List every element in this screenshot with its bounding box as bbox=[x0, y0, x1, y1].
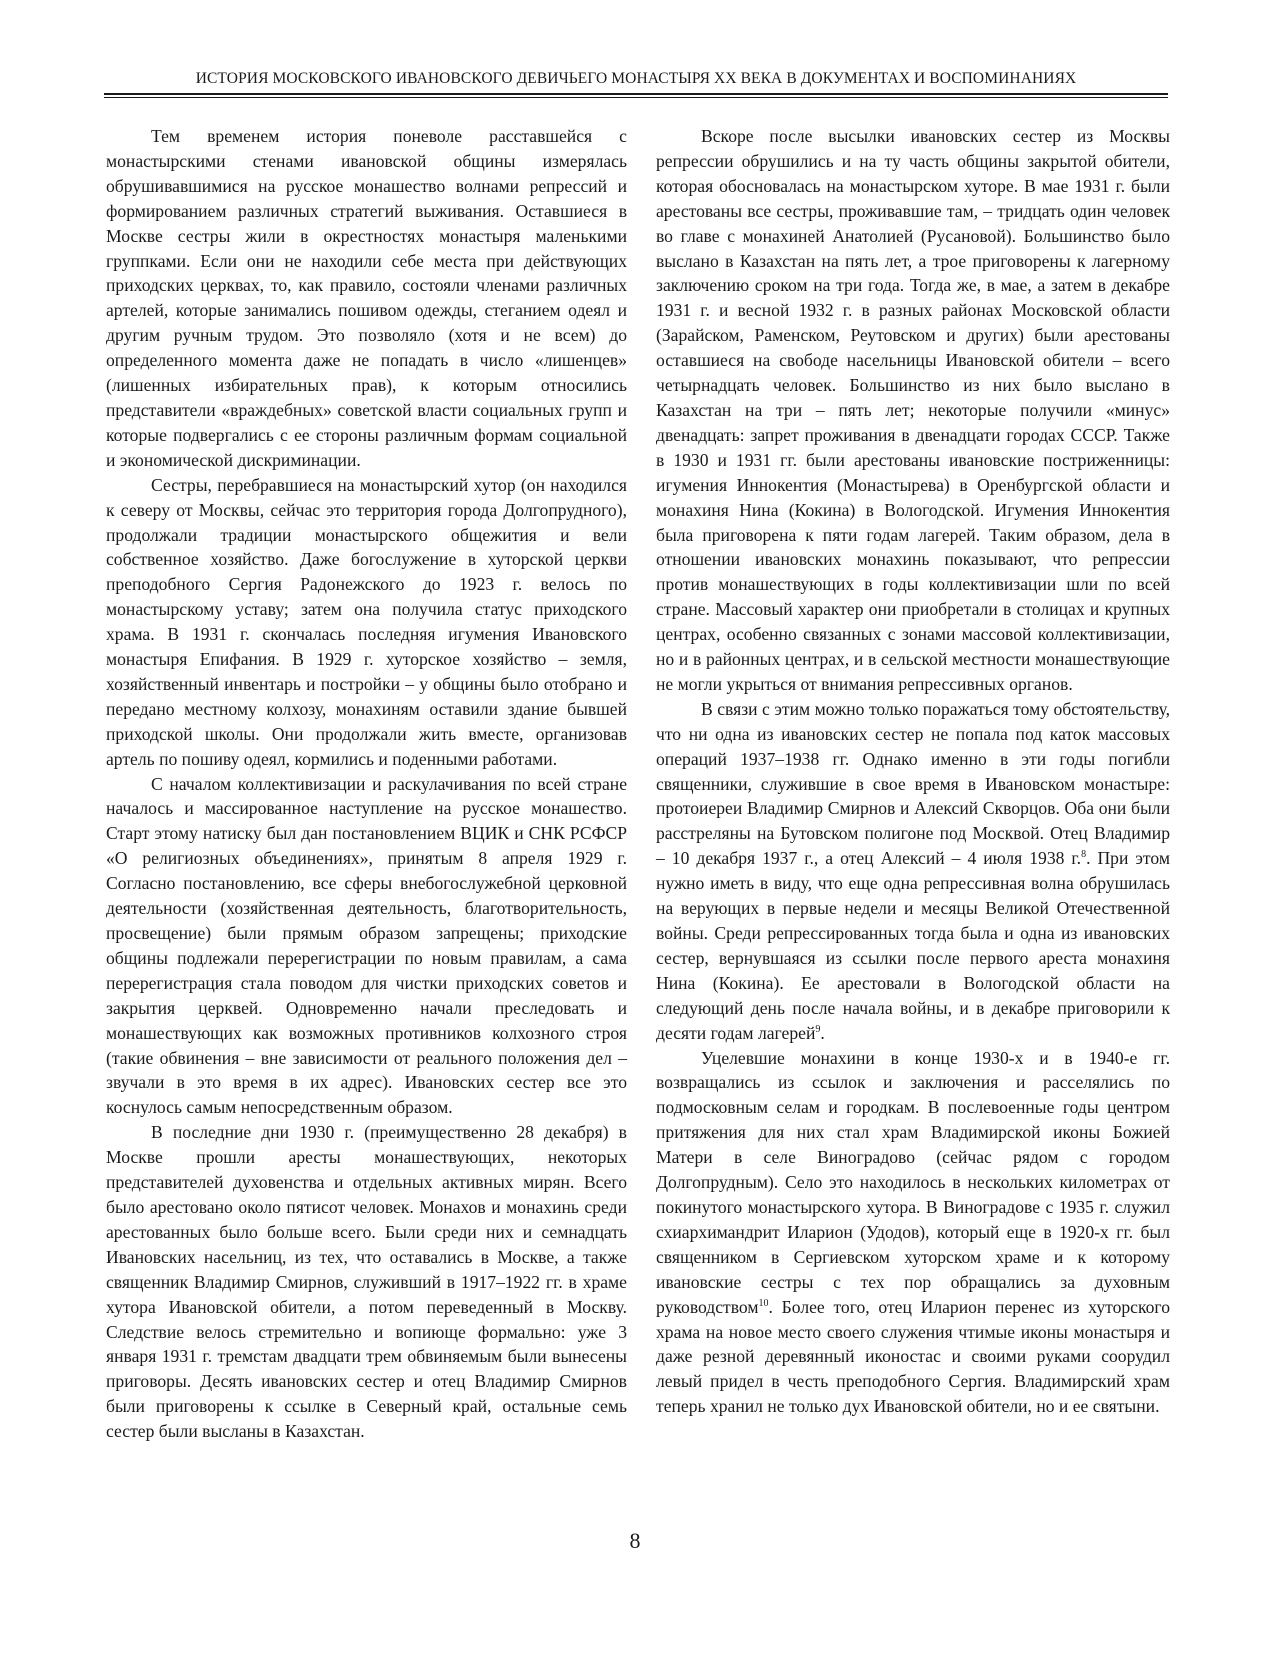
paragraph-text: Уцелевшие монахини в конце 1930-х и в 1940-е гг. возвращались из ссылок и заключения и расселялись по подмосковным селам и городкам. В послевоенные годы центром притяжения для них стал храм Владимирской иконы Божией Матери в селе Виноградово (сейчас рядом с городом Долгопрудным). Село это находилось в нескольких километрах от покинутого монастырского хутора. В Виноградове с 1935 г. служил схиархимандрит Иларион (Удодов), который еще в 1920-х гг. был священником в Сергиевском хуторском храме и к которому ивановские сестры с тех пор обращались за духовным руководством bbox=[656, 1047, 1170, 1317]
paragraph bbox=[656, 697, 1170, 1046]
footnote-marker: 10 bbox=[758, 1297, 769, 1309]
paragraph-text: . bbox=[820, 1022, 825, 1043]
paragraph: Тем временем история поневоле расставшейся с монастырскими стенами ивановской общины измерялась обрушивавшимися на русское монашество волнами репрессий и формированием различных стратегий выживания. Оставшиеся в Москве сестры жили в окрестностях монастыря маленькими группками. Если они не находили себе места при действующих приходских церквах, то, как правило, состояли членами различных артелей, которые занимались пошивом одежды, стеганием одеял и другим ручным трудом. Это позволяло (хотя и не всем) до определенного момента даже не попадать в число «лишенцев» (лишенных избирательных прав), к которым относились представители «враждебных» советской власти социальных групп и которые подвергались с ее стороны различным формам социальной и экономической дискриминации. bbox=[106, 126, 627, 470]
right-column bbox=[656, 124, 1170, 1419]
footnote-marker: 9 bbox=[815, 1023, 821, 1035]
header-rule-thin bbox=[104, 97, 1168, 98]
paragraph: Вскоре после высылки ивановских сестер из Москвы репрессии обрушились и на ту часть общины закрытой обители, которая обосновалась на монастырском хуторе. В мае 1931 г. были арестованы все сестры, проживавшие там, – тридцать один человек во главе с монахиней Анатолией (Русановой). Большинство было выслано в Казахстан на пять лет, а трое приговорены к лагерному заключению сроком на три года. Тогда же, в мае, а затем в декабре 1931 г. и весной 1932 г. в разных районах Московской области (Зарайском, Раменском, Реутовском и других) были арестованы оставшиеся на свободе насельницы Ивановской обители – всего четырнадцать человек. Большинство из них было выслано в Казахстан на три – пять лет; некоторые получили «минус» двенадцать: запрет проживания в двенадцати городах СССР. Также в 1930 и 1931 гг. были арестованы ивановские постриженницы: игумения Иннокентия (Монастырева) в Оренбургской области и монахиня Нина (Кокина) в Вологодской. Игумения Иннокентия была приговорена к пяти годам лагерей. Таким образом, дела в отношении ивановских монахинь показывают, что репрессии против монашествующих в годы коллективизации шли по всей стране. Массовый характер они приобретали в столицах и крупных центрах, особенно связанных с зонами массовой коллективизации, но и в районных центрах, и в сельской местности монашествующие не могли укрыться от внимания репрессивных органов. bbox=[656, 126, 1170, 694]
paragraph: В последние дни 1930 г. (преимущественно 28 декабря) в Москве прошли аресты монашествующих, некоторых представителей духовенства и отдельных активных мирян. Всего было арестовано около пятисот человек. Монахов и монахинь среди арестованных было больше всего. Были среди них и семнадцать Ивановских насельниц, из тех, что оставались в Москве, а также священник Владимир Смирнов, служивший в 1917–1922 гг. в храме хутора Ивановской обители, а потом переведенный в Москву. Следствие велось стремительно и вопиюще формально: уже 3 января 1931 г. тремстам двадцати трем обвиняемым были вынесены приговоры. Десять ивановских сестер и отец Владимир Смирнов были приговорены к ссылке в Северный край, остальные семь сестер были высланы в Казахстан. bbox=[106, 1122, 627, 1442]
left-column bbox=[106, 124, 627, 1444]
paragraph-text: . При этом нужно иметь в виду, что еще одна репрессивная волна обрушилась на верующих в первые недели и месяцы Великой Отечественной войны. Среди репрессированных тогда была и одна из ивановских сестер, вернувшаяся из ссылки после первого ареста монахиня Нина (Кокина). Ее арестовали в Вологодской области на следующий день после начала войны, и в декабре приговорили к десяти годам лагерей bbox=[656, 848, 1170, 1043]
paragraph bbox=[656, 1046, 1170, 1420]
paragraph-text: . Более того, отец Иларион перенес из хуторского храма на новое место своего служения чтимые иконы монастыря и даже резной деревянный иконостас и своими руками соорудил левый придел в честь преподобного Сергия. Владимирский храм теперь хранил не только дух Ивановской обители, но и ее святыни. bbox=[656, 1296, 1170, 1417]
header-rule-thick bbox=[104, 93, 1168, 95]
paragraph: С началом коллективизации и раскулачивания по всей стране началось и массированное наступление на русское монашество. Старт этому натиску был дан постановлением ВЦИК и СНК РСФСР «О религиозных объединениях», принятым 8 апреля 1929 г. Согласно постановлению, все сферы внебогослужебной церковной деятельности (хозяйственная деятельность, благотворительность, просвещение) были прямым образом запрещены; приходские общины подлежали перерегистрации по новым правилам, а сама перерегистрация стала поводом для чистки приходских советов и закрытия церквей. Одновременно начали преследовать и монашествующих как возможных противников колхозного строя (такие обвинения – вне зависимости от реального положения дел – звучали в это время в их адрес). Ивановских сестер все это коснулось самым непосредственным образом. bbox=[106, 773, 627, 1118]
footnote-marker: 8 bbox=[1081, 849, 1087, 861]
page-number: 8 bbox=[629, 1528, 641, 1553]
paragraph: Сестры, перебравшиеся на монастырский хутор (он находился к северу от Москвы, сейчас это территория города Долгопрудного), продолжали традиции монастырского общежития и вели собственное хозяйство. Даже богослужение в хуторской церкви преподобного Сергия Радонежского до 1923 г. велось по монастырскому уставу; затем она получила статус приходского храма. В 1931 г. скончалась последняя игумения Ивановского монастыря Епифания. В 1929 г. хуторское хозяйство – земля, хозяйственный инвентарь и постройки – у общины было отобрано и передано местному колхозу, монахиням оставили здание бывшей приходской школы. Они продолжали жить вместе, организовав артель по пошиву одеял, кормились и поденными работами. bbox=[106, 474, 627, 769]
running-header: ИСТОРИЯ МОСКОВСКОГО ИВАНОВСКОГО ДЕВИЧЬЕГО МОНАСТЫРЯ XX ВЕКА В ДОКУМЕНТАХ И ВОСПОМИНАНИЯХ bbox=[195, 70, 1077, 87]
paragraph-text: В связи с этим можно только поражаться тому обстоятельству, что ни одна из ивановских сестер не попала под каток массовых операций 1937–1938 гг. Однако именно в эти годы погибли священники, служившие в свое время в Ивановском монастыре: протоиереи Владимир Смирнов и Алексий Скворцов. Оба они были расстреляны на Бутовском полигоне под Москвой. Отец Владимир – 10 декабря 1937 г., а отец Алексий – 4 июля 1938 г. bbox=[656, 698, 1170, 869]
